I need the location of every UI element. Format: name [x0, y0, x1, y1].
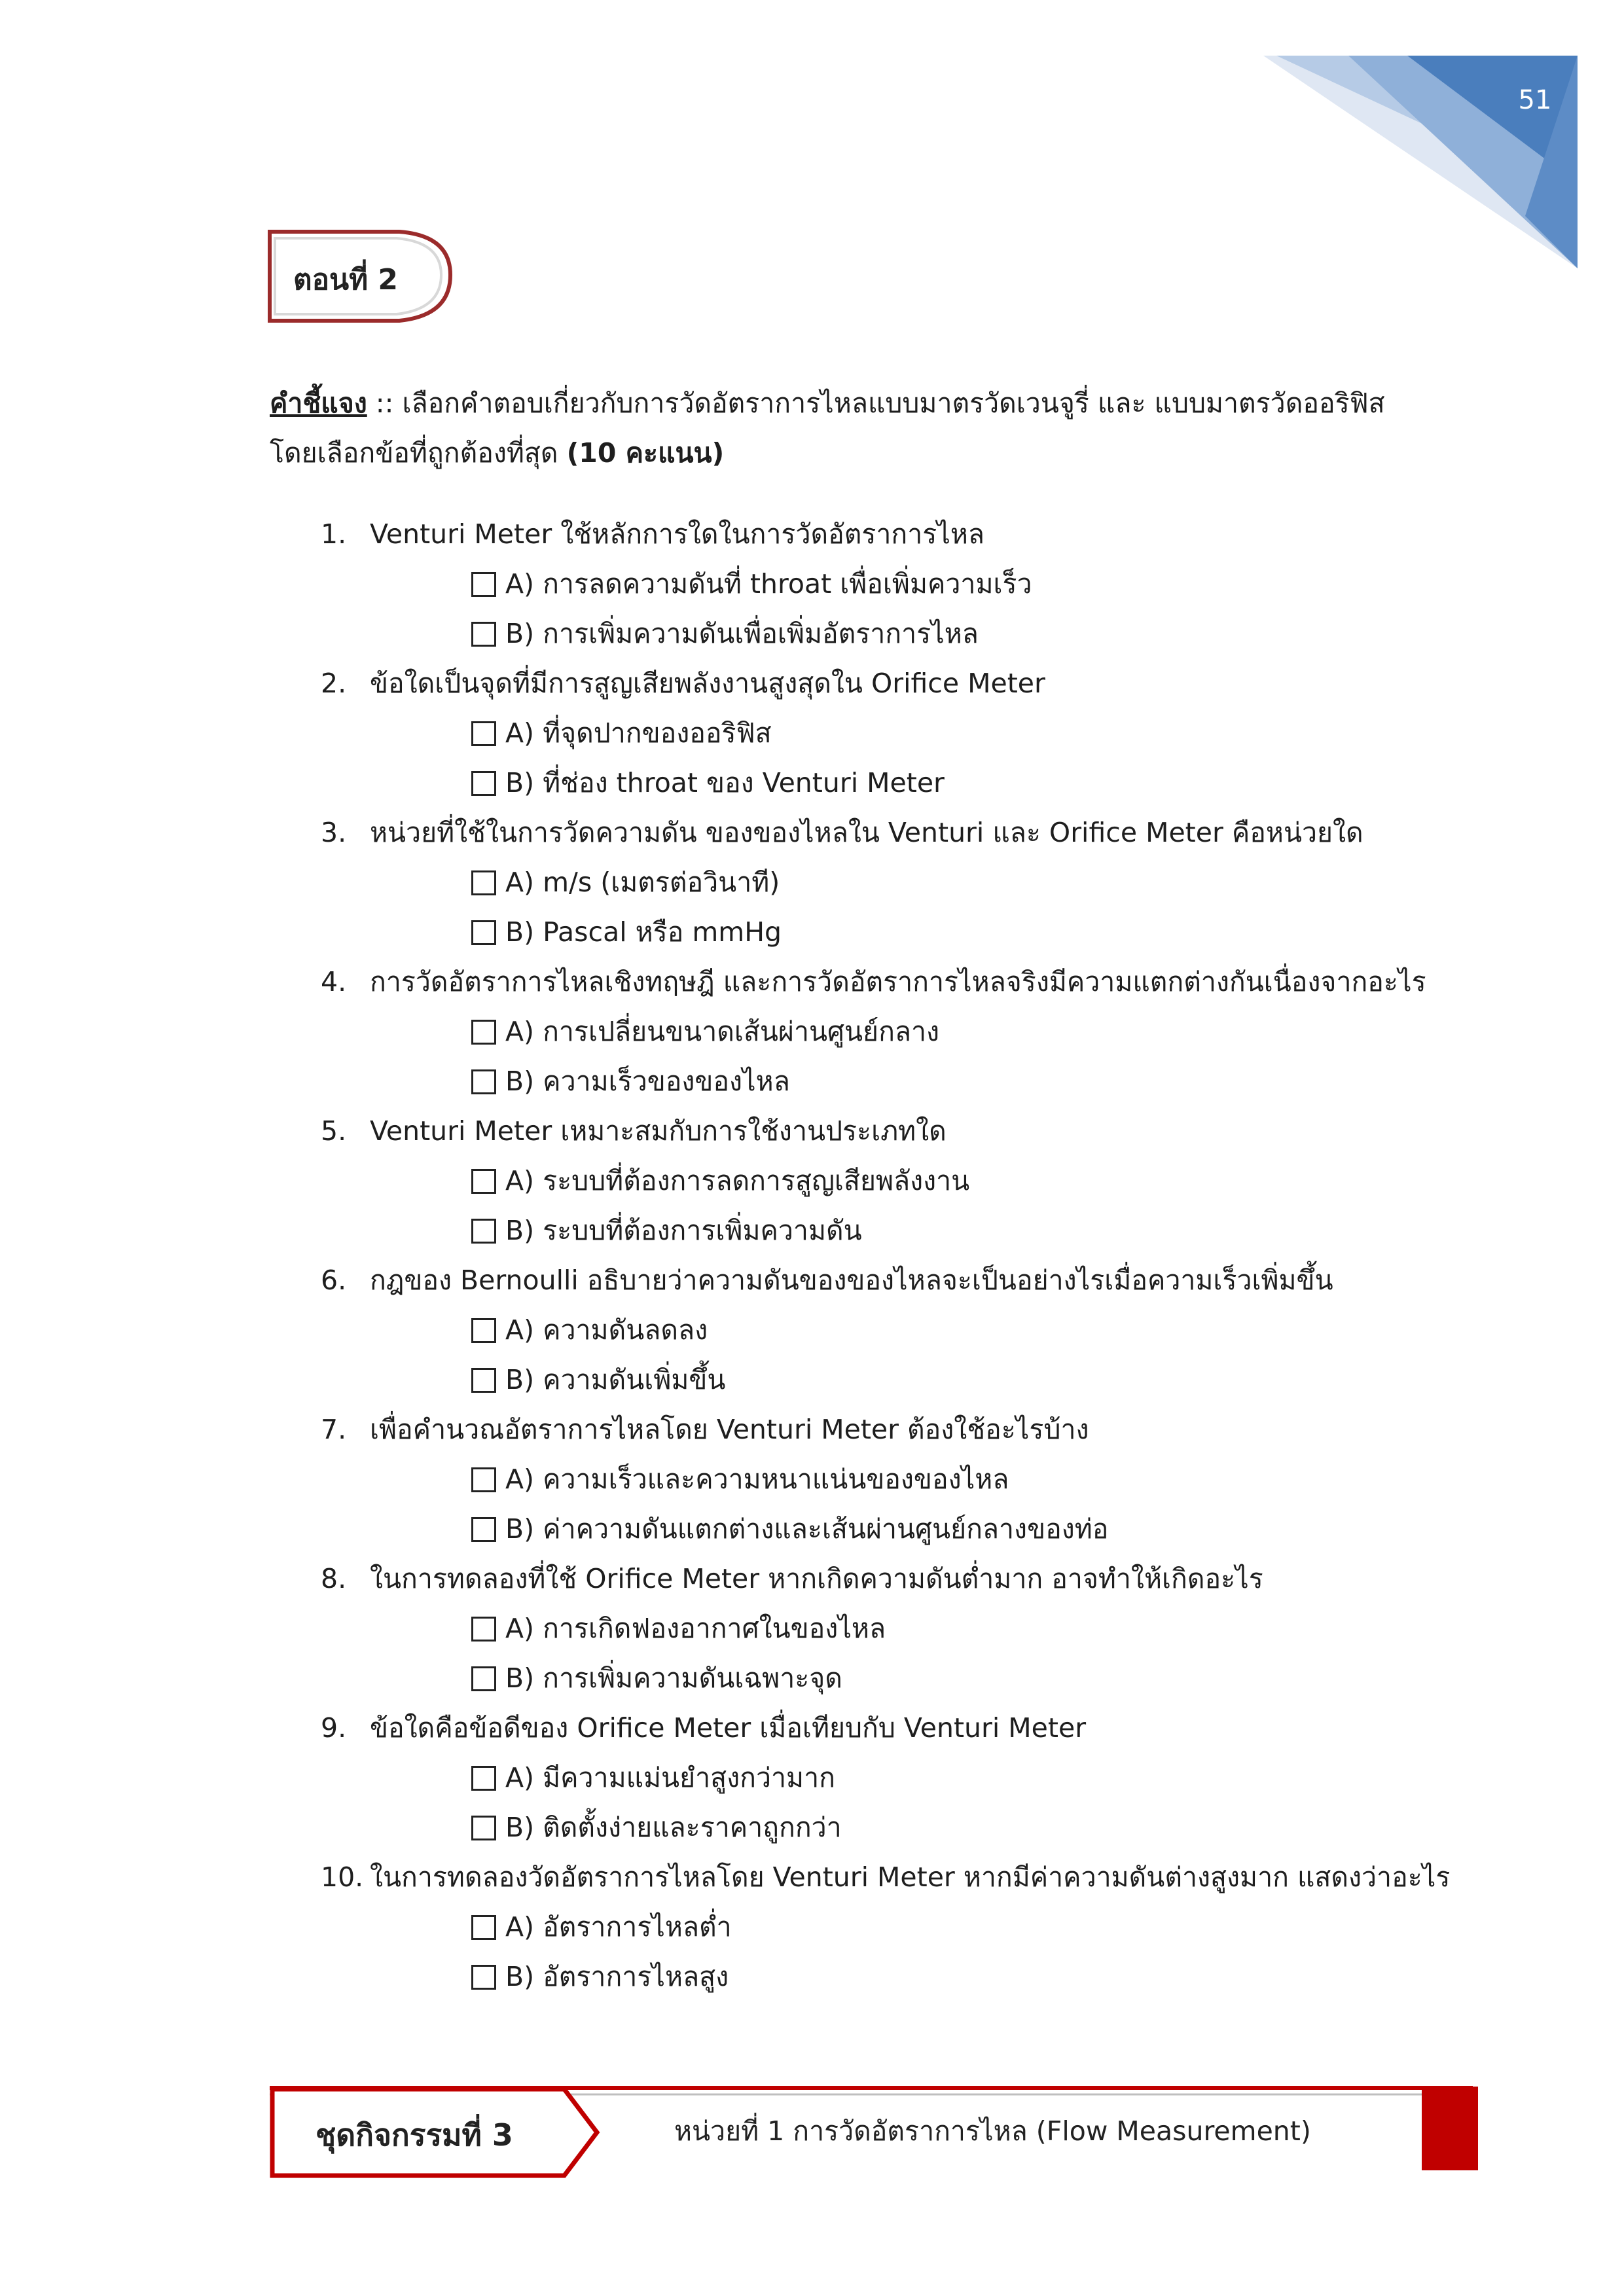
option-a[interactable] — [471, 1454, 1519, 1504]
question-number: 1. — [321, 518, 347, 550]
question-8 — [321, 1554, 1519, 1703]
option-a[interactable] — [471, 708, 1519, 758]
option-a[interactable] — [471, 1902, 1519, 1952]
question-4 — [321, 957, 1519, 1106]
question-5 — [321, 1106, 1519, 1255]
question-number: 2. — [321, 668, 347, 699]
option-label: A) ระบบที่ต้องการลดการสูญเสียพลังงาน — [505, 1165, 970, 1196]
option-label: A) ความเร็วและความหนาแน่นของของไหล — [505, 1463, 1009, 1495]
option-b[interactable] — [471, 1952, 1519, 2001]
option-label: A) การเกิดฟองอากาศในของไหล — [505, 1613, 886, 1644]
question-text: ในการทดลองวัดอัตราการไหลโดย Venturi Meter หากมีค่าความดันต่างสูงมาก แสดงว่าอะไร — [370, 1861, 1451, 1893]
instructions-heading: คำชี้แจง — [270, 387, 367, 419]
question-text: ในการทดลองที่ใช้ Orifice Meter หากเกิดความดันต่ำมาก อาจทำให้เกิดอะไร — [370, 1563, 1263, 1594]
question-number: 5. — [321, 1115, 347, 1147]
option-label: B) ที่ช่อง throat ของ Venturi Meter — [505, 767, 945, 798]
option-b[interactable] — [471, 609, 1519, 658]
checkbox-icon[interactable] — [471, 1617, 496, 1641]
question-3 — [321, 808, 1519, 957]
checkbox-icon[interactable] — [471, 622, 496, 647]
option-label: A) การเปลี่ยนขนาดเส้นผ่านศูนย์กลาง — [505, 1016, 940, 1047]
question-9 — [321, 1703, 1519, 1852]
checkbox-icon[interactable] — [471, 920, 496, 945]
checkbox-icon[interactable] — [471, 1666, 496, 1691]
option-label: A) m/s (เมตรต่อวินาที) — [505, 867, 780, 898]
option-a[interactable] — [471, 857, 1519, 907]
question-2 — [321, 658, 1519, 808]
option-label: A) ที่จุดปากของออริฟิส — [505, 717, 772, 749]
checkbox-icon[interactable] — [471, 1517, 496, 1542]
page-number: 51 — [1518, 85, 1552, 115]
option-label: B) ความเร็วของของไหล — [505, 1066, 790, 1097]
checkbox-icon[interactable] — [471, 721, 496, 746]
option-label: B) ความดันเพิ่มขึ้น — [505, 1364, 726, 1395]
checkbox-icon[interactable] — [471, 771, 496, 796]
option-b[interactable] — [471, 1803, 1519, 1852]
checkbox-icon[interactable] — [471, 1368, 496, 1393]
question-number: 10. — [321, 1861, 364, 1893]
option-label: A) ความดันลดลง — [505, 1314, 708, 1346]
checkbox-icon[interactable] — [471, 1766, 496, 1791]
question-text: ข้อใดคือข้อดีของ Orifice Meter เมื่อเทียบกับ Venturi Meter — [370, 1712, 1087, 1744]
option-a[interactable] — [471, 1753, 1519, 1803]
question-10 — [321, 1852, 1519, 2001]
option-a[interactable] — [471, 559, 1519, 609]
question-number: 6. — [321, 1265, 347, 1296]
option-label: B) การเพิ่มความดันเฉพาะจุด — [505, 1662, 842, 1694]
checkbox-icon[interactable] — [471, 1069, 496, 1094]
option-label: B) ค่าความดันแตกต่างและเส้นผ่านศูนย์กลางของท่อ — [505, 1513, 1109, 1545]
option-a[interactable] — [471, 1007, 1519, 1056]
instructions-separator: :: — [367, 387, 403, 419]
instructions — [270, 378, 1513, 478]
option-label: A) การลดความดันที่ throat เพื่อเพิ่มความเร็ว — [505, 568, 1032, 600]
option-label: B) การเพิ่มความดันเพื่อเพิ่มอัตราการไหล — [505, 618, 979, 649]
question-text: Venturi Meter ใช้หลักการใดในการวัดอัตราการไหล — [370, 518, 985, 550]
question-text: หน่วยที่ใช้ในการวัดความดัน ของของไหลใน Venturi และ Orifice Meter คือหน่วยใด — [370, 817, 1363, 848]
corner-decoration — [0, 0, 1624, 301]
option-label: B) ติดตั้งง่ายและราคาถูกกว่า — [505, 1812, 842, 1843]
question-6 — [321, 1255, 1519, 1405]
checkbox-icon[interactable] — [471, 1020, 496, 1045]
checkbox-icon[interactable] — [471, 572, 496, 597]
question-number: 8. — [321, 1563, 347, 1594]
footer-unit-title: หน่วยที่ 1 การวัดอัตราการไหล (Flow Measurement) — [674, 2115, 1311, 2147]
option-label: B) อัตราการไหลสูง — [505, 1961, 729, 1992]
question-7 — [321, 1405, 1519, 1554]
question-text: ข้อใดเป็นจุดที่มีการสูญเสียพลังงานสูงสุดใน Orifice Meter — [370, 668, 1045, 699]
option-label: B) Pascal หรือ mmHg — [505, 916, 782, 948]
checkbox-icon[interactable] — [471, 1318, 496, 1343]
option-b[interactable] — [471, 1056, 1519, 1106]
section-tab-label: ตอนที่ 2 — [293, 263, 399, 296]
question-text: เพื่อคำนวณอัตราการไหลโดย Venturi Meter ต้องใช้อะไรบ้าง — [370, 1414, 1089, 1445]
question-number: 3. — [321, 817, 347, 848]
checkbox-icon[interactable] — [471, 1169, 496, 1194]
checkbox-icon[interactable] — [471, 1816, 496, 1840]
option-a[interactable] — [471, 1156, 1519, 1206]
option-a[interactable] — [471, 1604, 1519, 1653]
question-number: 7. — [321, 1414, 347, 1445]
option-a[interactable] — [471, 1305, 1519, 1355]
question-number: 4. — [321, 966, 347, 997]
checkbox-icon[interactable] — [471, 1965, 496, 1990]
option-label: A) มีความแม่นยำสูงกว่ามาก — [505, 1762, 835, 1793]
question-text: กฎของ Bernoulli อธิบายว่าความดันของของไหลจะเป็นอย่างไรเมื่อความเร็วเพิ่มขึ้น — [370, 1265, 1333, 1296]
instructions-points: (10 คะแนน) — [566, 437, 725, 469]
checkbox-icon[interactable] — [471, 870, 496, 895]
question-list — [321, 509, 1519, 2001]
checkbox-icon[interactable] — [471, 1219, 496, 1244]
option-label: A) อัตราการไหลต่ำ — [505, 1911, 732, 1943]
option-label: B) ระบบที่ต้องการเพิ่มความดัน — [505, 1215, 862, 1246]
footer-activity-title: ชุดกิจกรรมที่ 3 — [316, 2117, 513, 2153]
option-b[interactable] — [471, 1504, 1519, 1554]
checkbox-icon[interactable] — [471, 1467, 496, 1492]
question-number: 9. — [321, 1712, 347, 1744]
instructions-text: เลือกคำตอบเกี่ยวกับการวัดอัตราการไหลแบบมาตรวัดเวนจูรี่ และ แบบมาตรวัดออริฟิส — [402, 387, 1385, 419]
instructions-text-line2: โดยเลือกข้อที่ถูกต้องที่สุด — [270, 437, 567, 469]
checkbox-icon[interactable] — [471, 1915, 496, 1940]
option-b[interactable] — [471, 1355, 1519, 1405]
option-b[interactable] — [471, 758, 1519, 808]
option-b[interactable] — [471, 907, 1519, 957]
option-b[interactable] — [471, 1653, 1519, 1703]
question-text: การวัดอัตราการไหลเชิงทฤษฎี และการวัดอัตราการไหลจริงมีความแตกต่างกันเนื่องจากอะไร — [370, 966, 1426, 997]
option-b[interactable] — [471, 1206, 1519, 1255]
question-1 — [321, 509, 1519, 658]
question-text: Venturi Meter เหมาะสมกับการใช้งานประเภทใด — [370, 1115, 947, 1147]
